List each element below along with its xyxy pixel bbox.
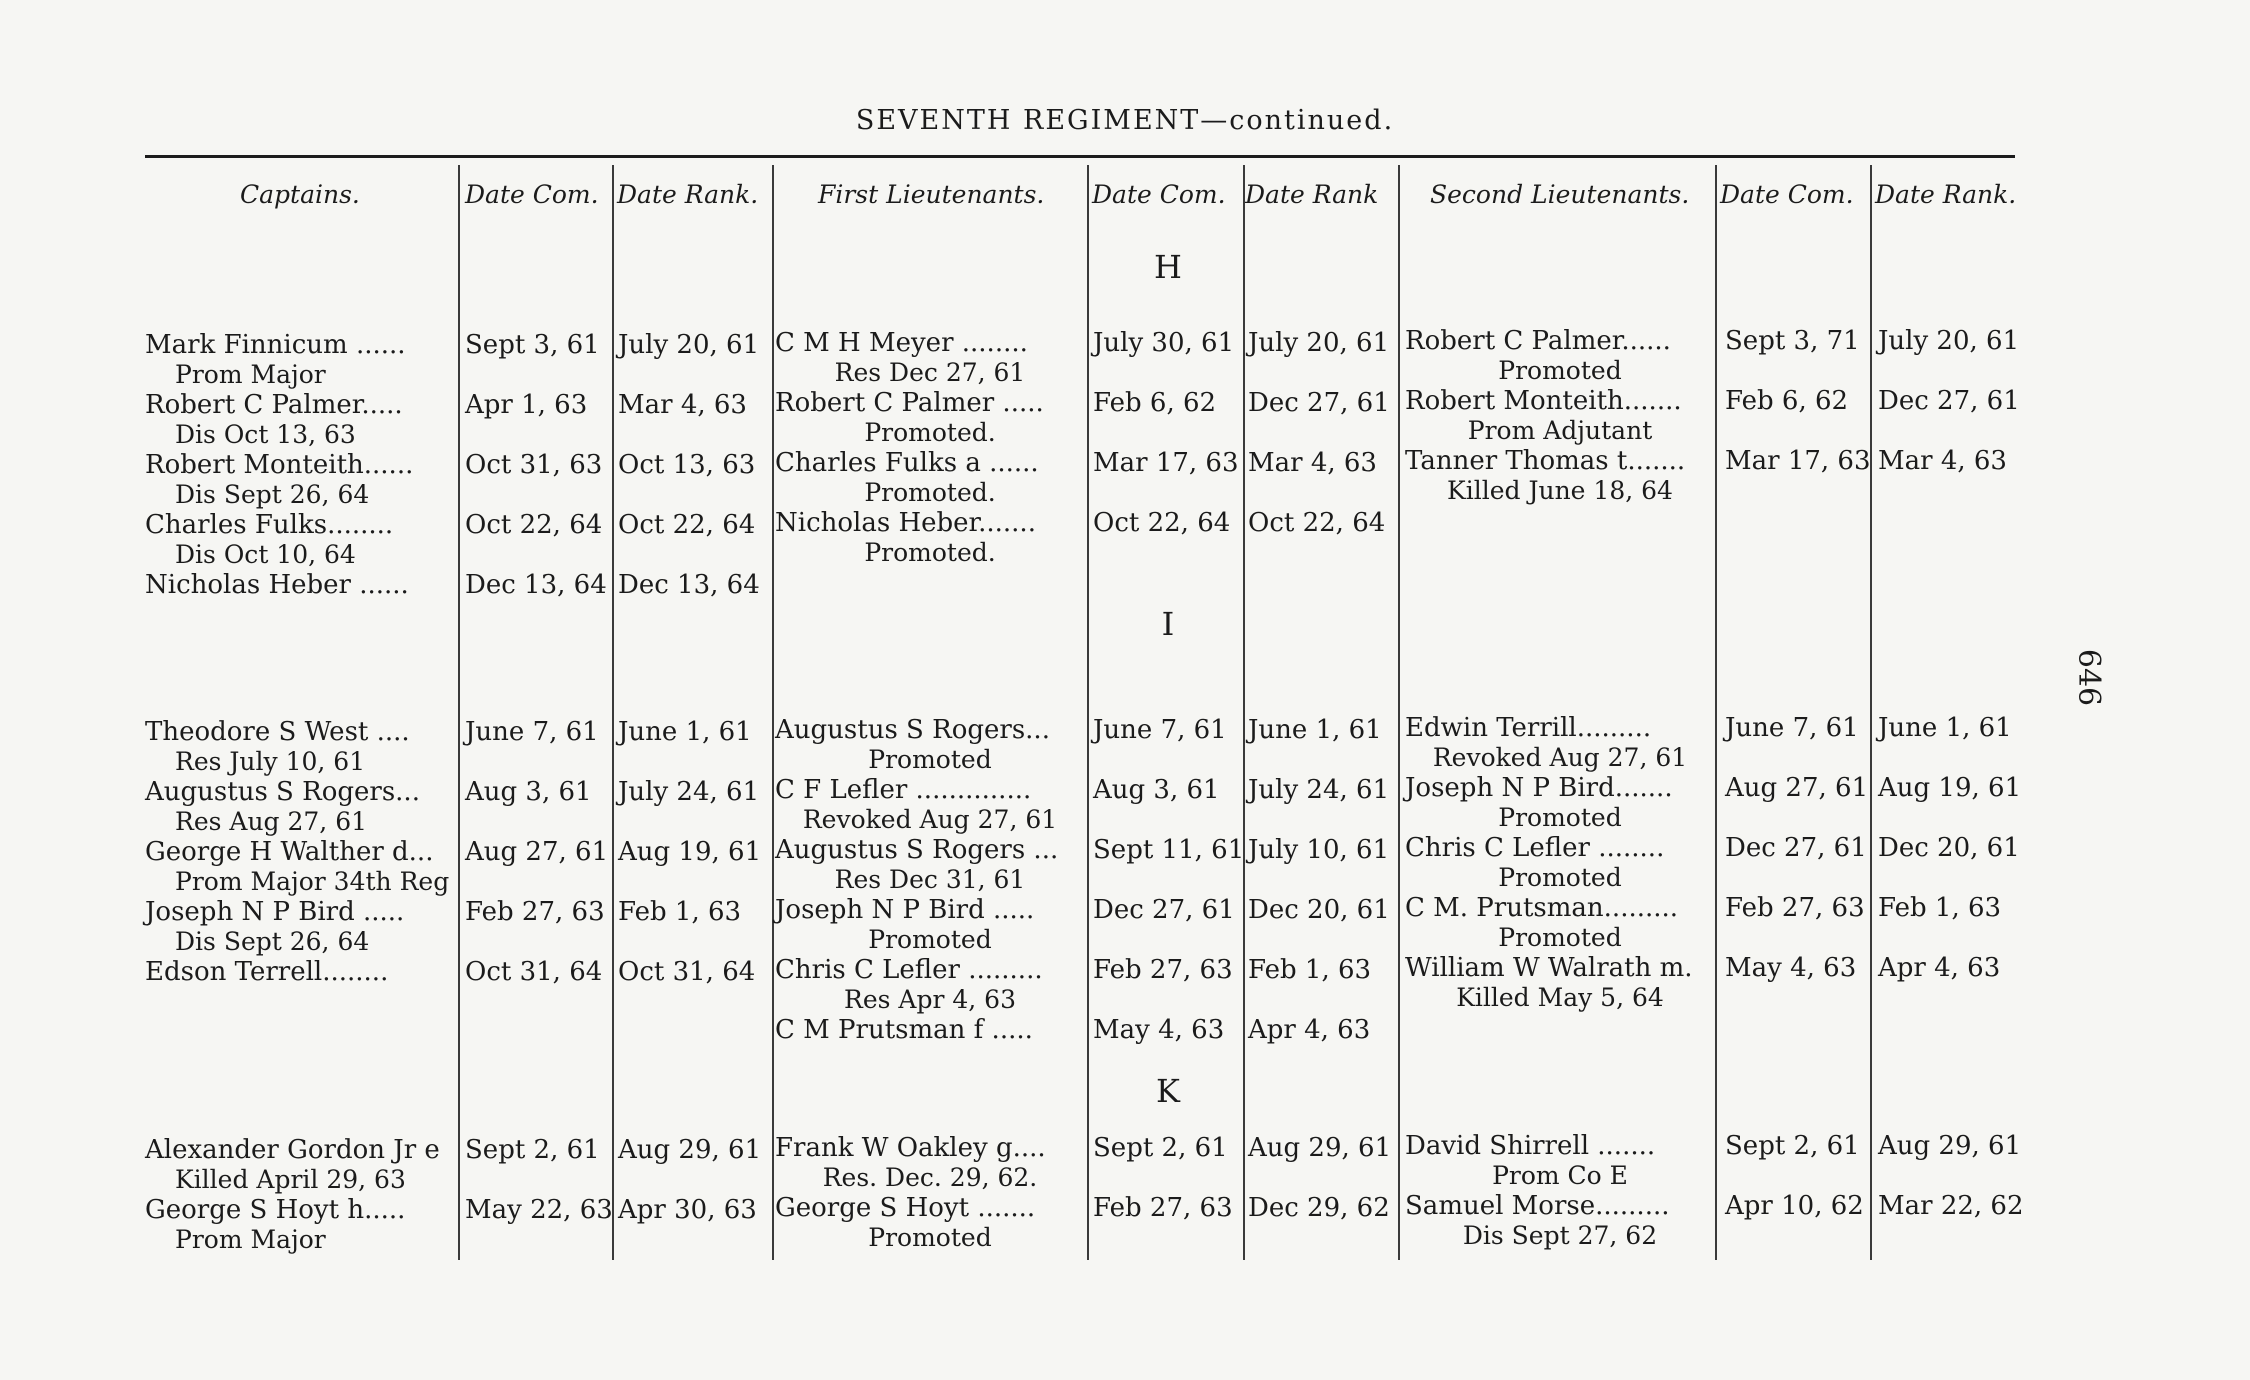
first-lieutenant-note: Promoted.	[864, 538, 996, 567]
second-lieutenant-note: Promoted	[1498, 923, 1622, 952]
header-date-com-3: Date Com.	[1720, 180, 1854, 209]
second-lieutenant-date-rank: Feb 1, 63	[1878, 893, 2002, 923]
first-lieutenant-date-com: Feb 27, 63	[1093, 1193, 1233, 1223]
captain-name: Augustus S Rogers...	[145, 777, 420, 807]
first-lieutenant-date-com: Mar 17, 63	[1093, 448, 1239, 478]
first-lieutenant-name: Charles Fulks a ......	[775, 448, 1039, 478]
first-lieutenant-date-rank: Oct 22, 64	[1248, 508, 1386, 538]
captain-date-rank: Aug 29, 61	[618, 1135, 762, 1165]
captain-date-com: Feb 27, 63	[465, 897, 605, 927]
header-date-rank: Date Rank.	[617, 180, 759, 209]
captain-date-rank: Oct 22, 64	[618, 510, 756, 540]
first-lieutenant-date-rank: Aug 29, 61	[1248, 1133, 1392, 1163]
first-lieutenant-name: Frank W Oakley g....	[775, 1133, 1046, 1163]
captain-date-com: Dec 13, 64	[465, 570, 607, 600]
column-rule	[1398, 165, 1400, 1260]
header-date-com-2: Date Com.	[1092, 180, 1226, 209]
captain-name: Robert Monteith......	[145, 450, 414, 480]
captain-name: Nicholas Heber ......	[145, 570, 409, 600]
first-lieutenant-date-rank: June 1, 61	[1248, 715, 1382, 745]
captain-name: Charles Fulks........	[145, 510, 394, 540]
company-letter: H	[1154, 248, 1182, 286]
second-lieutenant-name: C M. Prutsman.........	[1405, 893, 1679, 923]
captain-date-com: June 7, 61	[465, 717, 599, 747]
company-letter: I	[1161, 605, 1175, 643]
captain-note: Killed April 29, 63	[175, 1165, 406, 1194]
first-lieutenant-note: Revoked Aug 27, 61	[802, 805, 1058, 834]
captain-date-com: Oct 22, 64	[465, 510, 603, 540]
second-lieutenant-name: Joseph N P Bird.......	[1405, 773, 1673, 803]
second-lieutenant-date-com: May 4, 63	[1725, 953, 1857, 983]
column-rule	[1715, 165, 1717, 1260]
first-lieutenant-date-com: Feb 27, 63	[1093, 955, 1233, 985]
captain-note: Prom Major 34th Reg	[175, 867, 450, 896]
captain-name: Mark Finnicum ......	[145, 330, 406, 360]
header-date-rank-3: Date Rank.	[1875, 180, 2017, 209]
first-lieutenant-date-rank: Feb 1, 63	[1248, 955, 1372, 985]
header-date-rank-2: Date Rank	[1245, 180, 1379, 209]
captain-date-rank: Aug 19, 61	[618, 837, 762, 867]
first-lieutenant-date-rank: Dec 27, 61	[1248, 388, 1390, 418]
captain-date-com: Oct 31, 64	[465, 957, 603, 987]
captain-date-rank: Apr 30, 63	[618, 1195, 757, 1225]
first-lieutenant-name: George S Hoyt .......	[775, 1193, 1036, 1223]
first-lieutenant-date-com: May 4, 63	[1093, 1015, 1225, 1045]
column-rule	[458, 165, 460, 1260]
second-lieutenant-name: Robert Monteith.......	[1405, 386, 1682, 416]
captain-date-com: Aug 27, 61	[465, 837, 609, 867]
first-lieutenant-note: Promoted.	[864, 478, 996, 507]
first-lieutenant-note: Res Apr 4, 63	[844, 985, 1016, 1014]
second-lieutenant-name: Chris C Lefler ........	[1405, 833, 1665, 863]
captain-date-com: Apr 1, 63	[465, 390, 588, 420]
captain-name: Robert C Palmer.....	[145, 390, 403, 420]
first-lieutenant-note: Res Dec 27, 61	[834, 358, 1026, 387]
captain-date-rank: July 20, 61	[618, 330, 760, 360]
captain-note: Dis Sept 26, 64	[175, 927, 370, 956]
first-lieutenant-name: C F Lefler ..............	[775, 775, 1032, 805]
captain-note: Res Aug 27, 61	[175, 807, 368, 836]
second-lieutenant-date-com: June 7, 61	[1725, 713, 1859, 743]
first-lieutenant-note: Promoted	[868, 925, 992, 954]
first-lieutenant-date-rank: Dec 20, 61	[1248, 895, 1390, 925]
page-number: 646	[2071, 648, 2107, 707]
first-lieutenant-date-rank: July 24, 61	[1248, 775, 1390, 805]
second-lieutenant-date-rank: Mar 22, 62	[1878, 1191, 2024, 1221]
first-lieutenant-name: Nicholas Heber.......	[775, 508, 1036, 538]
second-lieutenant-name: Tanner Thomas t.......	[1405, 446, 1686, 476]
first-lieutenant-name: Augustus S Rogers ...	[775, 835, 1059, 865]
captain-date-rank: Oct 13, 63	[618, 450, 756, 480]
first-lieutenant-date-rank: July 10, 61	[1248, 835, 1390, 865]
page-title: SEVENTH REGIMENT—continued.	[855, 105, 1395, 136]
header-captains: Captains.	[240, 180, 360, 209]
second-lieutenant-note: Killed May 5, 64	[1456, 983, 1664, 1012]
first-lieutenant-date-com: July 30, 61	[1093, 328, 1235, 358]
column-rule	[1087, 165, 1089, 1260]
first-lieutenant-date-rank: Apr 4, 63	[1248, 1015, 1371, 1045]
captain-date-rank: Oct 31, 64	[618, 957, 756, 987]
second-lieutenant-name: William W Walrath m.	[1405, 953, 1693, 983]
first-lieutenant-date-com: Sept 2, 61	[1093, 1133, 1228, 1163]
first-lieutenant-date-com: Sept 11, 61	[1093, 835, 1245, 865]
captain-note: Dis Sept 26, 64	[175, 480, 370, 509]
captain-name: George S Hoyt h.....	[145, 1195, 406, 1225]
second-lieutenant-name: Edwin Terrill.........	[1405, 713, 1652, 743]
captain-date-com: Sept 3, 61	[465, 330, 600, 360]
captain-date-rank: Feb 1, 63	[618, 897, 742, 927]
second-lieutenant-note: Promoted	[1498, 803, 1622, 832]
second-lieutenant-date-com: Dec 27, 61	[1725, 833, 1867, 863]
header-first-lieutenants: First Lieutenants.	[818, 180, 1045, 209]
first-lieutenant-note: Promoted	[868, 745, 992, 774]
second-lieutenant-date-com: Aug 27, 61	[1725, 773, 1869, 803]
captain-note: Prom Major	[175, 360, 326, 389]
second-lieutenant-date-rank: Dec 20, 61	[1878, 833, 2020, 863]
captain-note: Dis Oct 13, 63	[175, 420, 356, 449]
second-lieutenant-name: Samuel Morse.........	[1405, 1191, 1670, 1221]
second-lieutenant-date-com: Apr 10, 62	[1725, 1191, 1864, 1221]
first-lieutenant-date-com: Aug 3, 61	[1093, 775, 1220, 805]
second-lieutenant-date-com: Feb 6, 62	[1725, 386, 1849, 416]
second-lieutenant-date-rank: Aug 29, 61	[1878, 1131, 2022, 1161]
captain-name: Theodore S West ....	[145, 717, 410, 747]
captain-name: Edson Terrell........	[145, 957, 389, 987]
second-lieutenant-date-rank: Dec 27, 61	[1878, 386, 2020, 416]
second-lieutenant-note: Revoked Aug 27, 61	[1432, 743, 1688, 772]
first-lieutenant-name: C M H Meyer ........	[775, 328, 1028, 358]
header-date-com: Date Com.	[465, 180, 599, 209]
top-rule	[145, 155, 2015, 158]
captain-date-com: Aug 3, 61	[465, 777, 592, 807]
first-lieutenant-note: Promoted	[868, 1223, 992, 1252]
second-lieutenant-note: Prom Adjutant	[1467, 416, 1653, 445]
captain-date-rank: June 1, 61	[618, 717, 752, 747]
first-lieutenant-name: Augustus S Rogers...	[775, 715, 1050, 745]
first-lieutenant-note: Res Dec 31, 61	[834, 865, 1026, 894]
captain-name: Joseph N P Bird .....	[145, 897, 405, 927]
first-lieutenant-name: Joseph N P Bird .....	[775, 895, 1035, 925]
first-lieutenant-date-com: Dec 27, 61	[1093, 895, 1235, 925]
captain-date-com: Oct 31, 63	[465, 450, 603, 480]
second-lieutenant-note: Killed June 18, 64	[1447, 476, 1673, 505]
first-lieutenant-note: Res. Dec. 29, 62.	[822, 1163, 1038, 1192]
first-lieutenant-date-rank: Mar 4, 63	[1248, 448, 1377, 478]
second-lieutenant-name: Robert C Palmer......	[1405, 326, 1671, 356]
captain-date-com: May 22, 63	[465, 1195, 613, 1225]
second-lieutenant-date-rank: July 20, 61	[1878, 326, 2020, 356]
column-rule	[612, 165, 614, 1260]
first-lieutenant-name: Chris C Lefler .........	[775, 955, 1043, 985]
column-rule	[772, 165, 774, 1260]
second-lieutenant-note: Promoted	[1498, 356, 1622, 385]
captain-date-rank: Dec 13, 64	[618, 570, 760, 600]
first-lieutenant-date-com: Oct 22, 64	[1093, 508, 1231, 538]
second-lieutenant-date-com: Sept 3, 71	[1725, 326, 1860, 356]
captain-note: Dis Oct 10, 64	[175, 540, 356, 569]
column-rule	[1870, 165, 1872, 1260]
second-lieutenant-note: Promoted	[1498, 863, 1622, 892]
second-lieutenant-note: Prom Co E	[1492, 1161, 1628, 1190]
first-lieutenant-date-com: June 7, 61	[1093, 715, 1227, 745]
second-lieutenant-date-com: Sept 2, 61	[1725, 1131, 1860, 1161]
first-lieutenant-date-com: Feb 6, 62	[1093, 388, 1217, 418]
captain-date-com: Sept 2, 61	[465, 1135, 600, 1165]
captain-name: George H Walther d...	[145, 837, 434, 867]
second-lieutenant-date-rank: Mar 4, 63	[1878, 446, 2007, 476]
first-lieutenant-date-rank: Dec 29, 62	[1248, 1193, 1390, 1223]
first-lieutenant-name: Robert C Palmer .....	[775, 388, 1044, 418]
captain-note: Res July 10, 61	[175, 747, 366, 776]
second-lieutenant-name: David Shirrell .......	[1405, 1131, 1656, 1161]
first-lieutenant-date-rank: July 20, 61	[1248, 328, 1390, 358]
second-lieutenant-date-com: Feb 27, 63	[1725, 893, 1865, 923]
captain-note: Prom Major	[175, 1225, 326, 1254]
first-lieutenant-note: Promoted.	[864, 418, 996, 447]
company-letter: K	[1156, 1072, 1180, 1110]
first-lieutenant-name: C M Prutsman f .....	[775, 1015, 1033, 1045]
column-rule	[1243, 165, 1245, 1260]
second-lieutenant-date-com: Mar 17, 63	[1725, 446, 1871, 476]
second-lieutenant-date-rank: Apr 4, 63	[1878, 953, 2001, 983]
header-second-lieutenants: Second Lieutenants.	[1430, 180, 1690, 209]
second-lieutenant-date-rank: Aug 19, 61	[1878, 773, 2022, 803]
second-lieutenant-date-rank: June 1, 61	[1878, 713, 2012, 743]
second-lieutenant-note: Dis Sept 27, 62	[1462, 1221, 1658, 1250]
captain-date-rank: July 24, 61	[618, 777, 760, 807]
captain-date-rank: Mar 4, 63	[618, 390, 747, 420]
captain-name: Alexander Gordon Jr e	[145, 1135, 440, 1165]
